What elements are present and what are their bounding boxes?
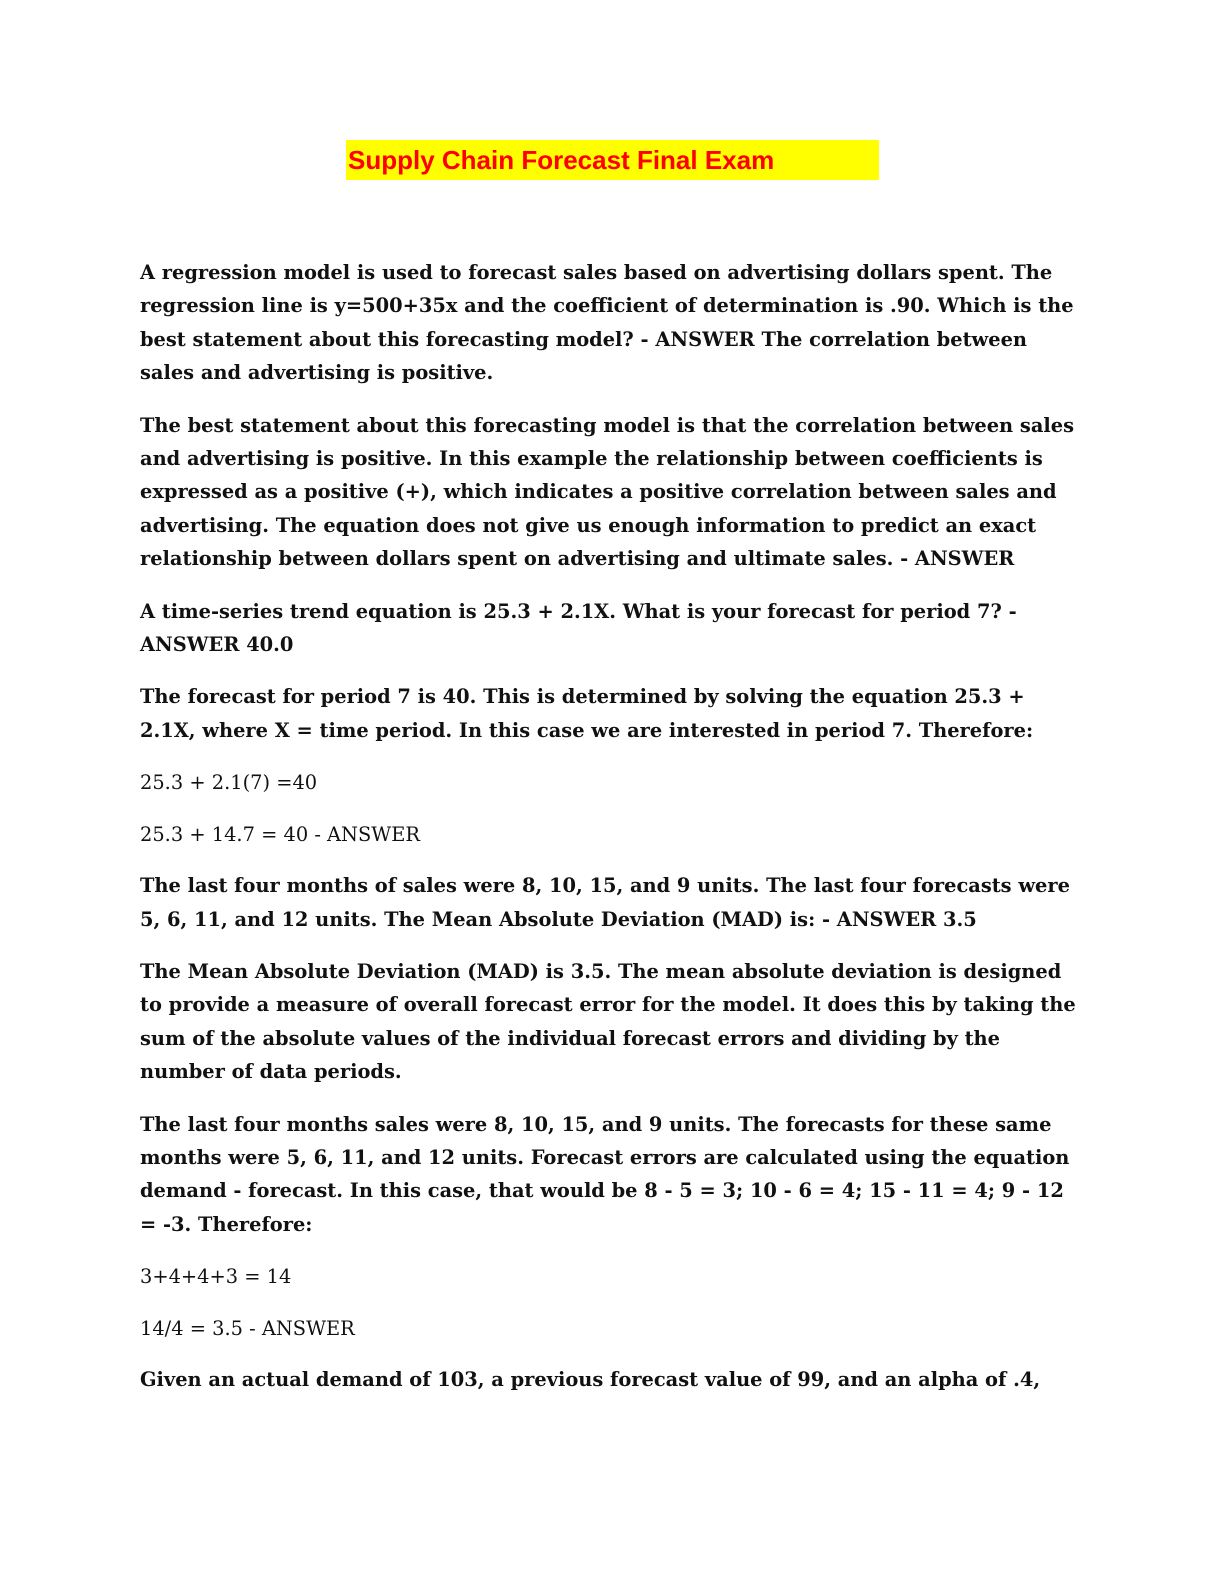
equation-line: 25.3 + 2.1(7) =40 [140,771,318,795]
explanation-paragraph: The last four months sales were 8, 10, 15, and 9 units. The forecasts for these same months were 5, 6, 11, and 12 units. Forecast errors are calculated using the equation demand - forecast. In this case, that would be 8 - 5 = 3; 10 - 6 = 4; 15 - 11 = 4; 9 - 12 = -3. Therefore: [140,1112,1070,1236]
equation-line: 25.3 + 14.7 = 40 - ANSWER [140,822,420,846]
equation-line: 14/4 = 3.5 - ANSWER [140,1316,355,1340]
title-highlight [346,140,879,180]
document-title: Supply Chain Forecast Final Exam [348,145,775,175]
question-paragraph: The last four months of sales were 8, 10, 15, and 9 units. The last four forecasts were 5, 6, 11, and 12 units. The Mean Absolute Deviation (MAD) is: - ANSWER 3.5 [140,874,1070,931]
equation-line: 3+4+4+3 = 14 [140,1265,292,1289]
question-paragraph: A regression model is used to forecast sales based on advertising dollars spent. The regression line is y=500+35x and the coefficient of determination is .90. Which is the best statement about this forecasting model? - ANSWER The correlation between sales and advertising is positive. [140,261,1074,385]
explanation-paragraph: The forecast for period 7 is 40. This is determined by solving the equation 25.3 + 2.1X, where X = time period. In this case we are interested in period 7. Therefore: [140,685,1034,742]
question-paragraph: Given an actual demand of 103, a previous forecast value of 99, and an alpha of .4, [140,1367,1041,1391]
question-paragraph: A time-series trend equation is 25.3 + 2.1X. What is your forecast for period 7? - ANSWER 40.0 [140,599,1017,657]
explanation-paragraph: The Mean Absolute Deviation (MAD) is 3.5. The mean absolute deviation is designed to provide a measure of overall forecast error for the model. It does this by taking the sum of the absolute values of the individual forecast errors and dividing by the number of data periods. [140,959,1076,1084]
document-body [140,256,1085,1415]
explanation-paragraph: The best statement about this forecasting model is that the correlation between sales and advertising is positive. In this example the relationship between coefficients is expressed as a positive (+), which indicates a positive correlation between sales and advertising. The equation does not give us enough information to predict an exact relationship between dollars spent on advertising and ultimate sales. - ANSWER [140,413,1074,571]
